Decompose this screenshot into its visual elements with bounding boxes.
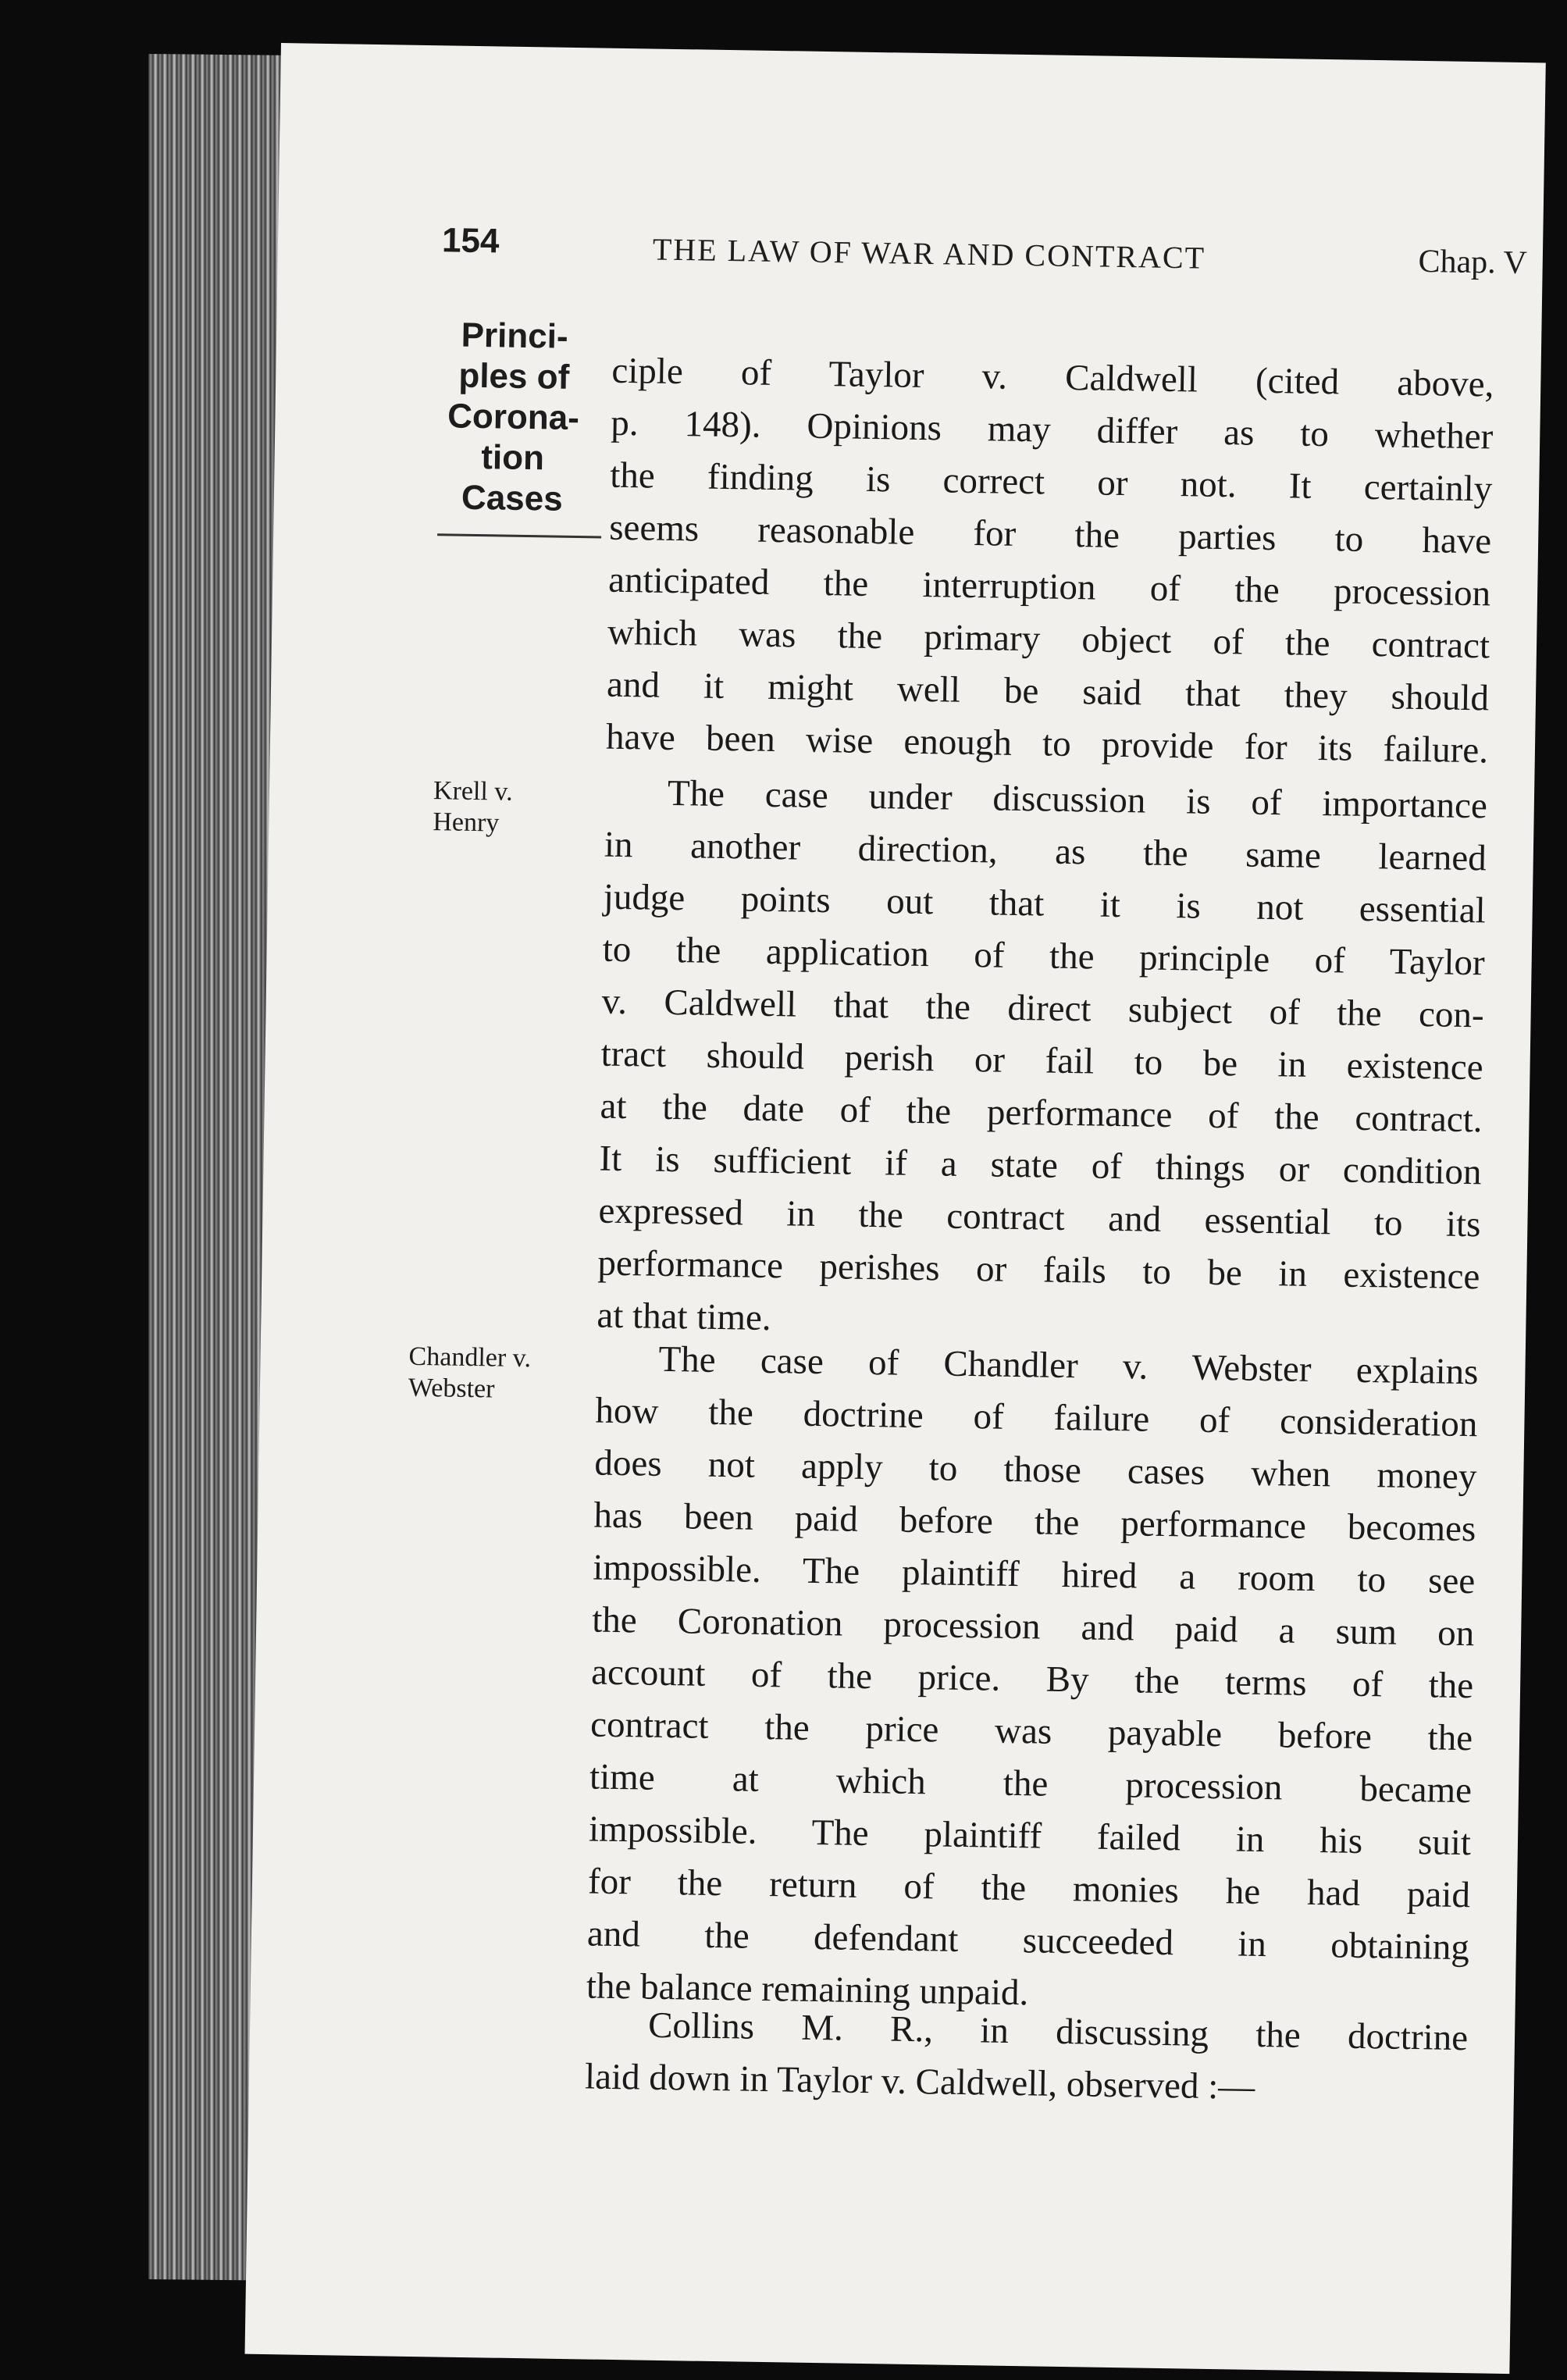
sidenote-coronation-cases <box>429 315 597 520</box>
text-line: tract should perish or fail to be in existence <box>600 1033 1483 1088</box>
text-line: v. Caldwell that the direct subject of the con- <box>601 981 1485 1036</box>
sidenote-line: Princi- <box>461 315 568 356</box>
sidenote-chandler-v-webster <box>408 1341 573 1406</box>
text-line: performance perishes or fails to be in existence <box>597 1242 1480 1298</box>
text-line: It is sufficient if a state of things or condition <box>599 1138 1482 1193</box>
text-line: and the defendant succeeded in obtaining <box>586 1913 1470 1968</box>
paragraph-1 <box>606 345 1494 778</box>
text-line: has been paid before the performance becomes <box>593 1495 1476 1550</box>
text-line: how the doctrine of failure of consideration <box>595 1390 1478 1445</box>
sidenote-line: ples of <box>458 356 570 397</box>
sidenote-divider <box>437 533 601 538</box>
text-line: which was the primary object of the contract <box>607 611 1490 667</box>
sidenote-line: Webster <box>408 1373 495 1404</box>
page-number: 154 <box>441 221 500 261</box>
text-line: laid down in Taylor v. Caldwell, observed :— <box>584 2056 1255 2107</box>
running-title: THE LAW OF WAR AND CONTRACT <box>652 231 1206 276</box>
paragraph-4 <box>585 1998 1469 2117</box>
text-line: seems reasonable for the parties to have <box>608 507 1492 562</box>
sidenote-line: Cases <box>461 478 564 518</box>
page-header <box>441 221 1527 285</box>
sidenote-line: Corona- <box>447 397 580 438</box>
sidenote-line: tion <box>480 438 545 478</box>
text-line: account of the price. By the terms of the <box>590 1651 1474 1707</box>
paragraph-3 <box>586 1333 1479 2027</box>
text-line: to the application of the principle of Taylor <box>602 928 1486 984</box>
text-line: the Coronation procession and paid a sum on <box>591 1599 1475 1655</box>
text-line: and it might well be said that they should <box>606 664 1490 719</box>
text-line: The case of Chandler v. Webster explains <box>658 1338 1479 1393</box>
text-line: the finding is correct or not. It certainly <box>609 454 1493 510</box>
book-page <box>245 43 1546 2374</box>
text-line: at the date of the performance of the contract. <box>600 1085 1483 1141</box>
text-line: for the return of the monies he had paid <box>587 1861 1471 1916</box>
text-line: at that time. <box>597 1295 772 1339</box>
text-line: Collins M. R., in discussing the doctrine <box>647 2004 1469 2059</box>
text-line: anticipated the interruption of the procession <box>607 559 1491 615</box>
chapter-label: Chap. V <box>1418 243 1528 282</box>
sidenote-line: Krell v. <box>433 776 513 807</box>
text-line: time at which the procession became <box>589 1756 1473 1812</box>
sidenote-line: Chandler v. <box>408 1341 532 1373</box>
text-line: impossible. The plaintiff hired a room to see <box>592 1547 1476 1602</box>
text-line: expressed in the contract and essential to its <box>598 1190 1481 1245</box>
text-line: The case under discussion is of importance <box>667 772 1488 827</box>
text-line: judge points out that it is not essential <box>603 876 1487 932</box>
paragraph-2 <box>597 767 1487 1356</box>
text-line: p. 148). Opinions may differ as to whether <box>610 402 1494 458</box>
text-line: the balance remaining unpaid. <box>586 1965 1029 2014</box>
text-line: contract the price was payable before the <box>589 1704 1473 1759</box>
text-line: in another direction, as the same learned <box>604 824 1487 879</box>
sidenote-krell-v-henry <box>433 775 597 840</box>
text-line: ciple of Taylor v. Caldwell (cited above, <box>611 350 1494 405</box>
sidenote-line: Henry <box>433 807 500 838</box>
text-line: have been wise enough to provide for its failure. <box>605 716 1489 771</box>
text-line: impossible. The plaintiff failed in his suit <box>588 1808 1472 1864</box>
text-line: does not apply to those cases when money <box>594 1442 1477 1498</box>
